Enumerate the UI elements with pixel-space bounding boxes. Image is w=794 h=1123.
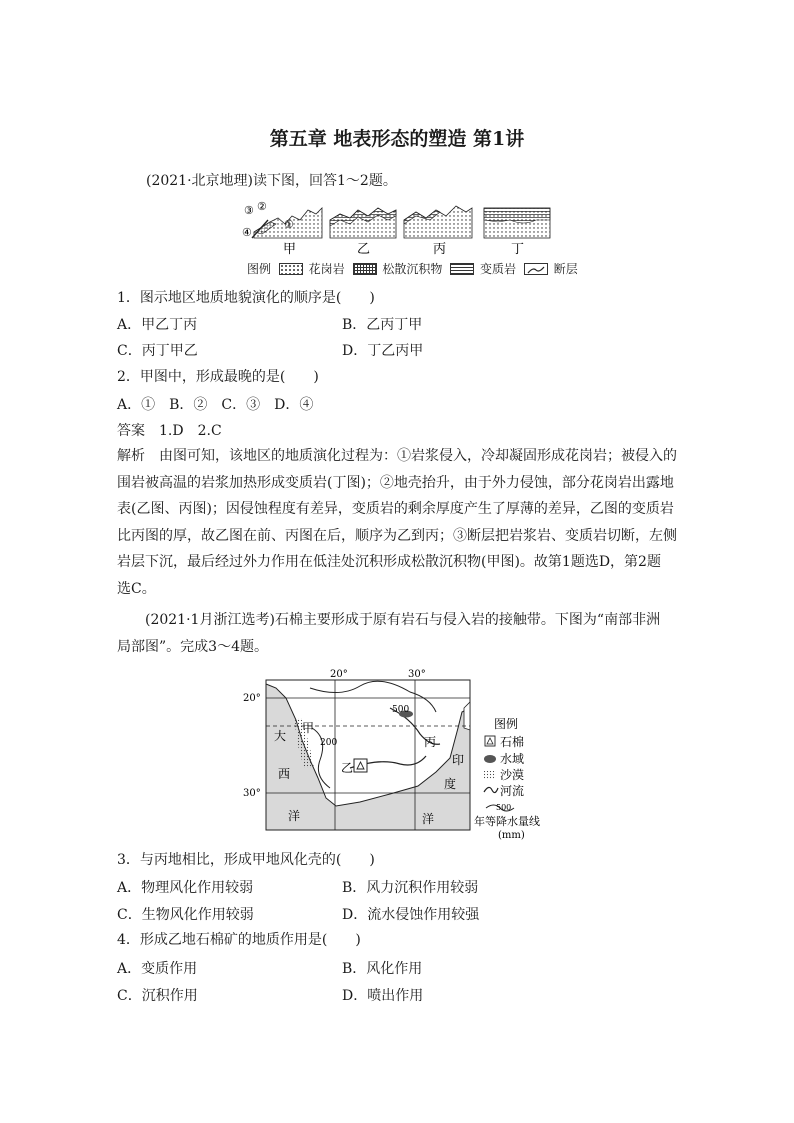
q1-option-c: C．丙丁甲乙 xyxy=(117,343,198,359)
q1-stem: 1．图示地区地质地貌演化的顺序是( ) xyxy=(117,290,375,306)
map-legend-isohyet: 年等降水量线 xyxy=(474,815,540,828)
lat-label-30: 30° xyxy=(243,788,261,799)
q1-option-b: B．乙丙丁甲 xyxy=(342,317,423,333)
fig-marker-4: ④ xyxy=(242,226,252,239)
fig-legend xyxy=(247,260,578,277)
q1-option-a: A．甲乙丁丙 xyxy=(117,317,198,333)
section-ding xyxy=(484,208,550,238)
analysis-line: 岩层下沉，最后经过外力作用在低洼处沉积形成松散沉积物(甲图)。故第1题选D，第2题 xyxy=(117,554,661,570)
legend-metamorphic: 变质岩 xyxy=(480,262,517,276)
q12-intro: (2021·北京地理)读下图，回答1～2题。 xyxy=(146,173,397,189)
analysis-line: 选C。 xyxy=(117,580,156,597)
southern-africa-map xyxy=(240,668,570,840)
fig-marker-2: ② xyxy=(257,200,267,213)
page-title: 第五章 地表形态的塑造 第1讲 xyxy=(269,128,525,150)
legend-prefix: 图例 xyxy=(247,262,272,276)
q2-stem: 2．甲图中，形成最晚的是( ) xyxy=(117,369,319,385)
asbestos-marker-icon xyxy=(354,759,367,772)
sediment-swatch-icon xyxy=(353,263,377,275)
q3-option-a: A．物理风化作用较弱 xyxy=(117,880,254,896)
analysis-line: 解析 由图可知，该地区的地质演化过程为：①岩浆侵入，冷却凝固形成花岗岩；被侵入的 xyxy=(117,448,677,464)
section-jia xyxy=(242,200,322,239)
map-legend-asbestos: 石棉 xyxy=(500,735,525,749)
q4-option-c: C．沉积作用 xyxy=(117,988,198,1004)
analysis-paragraph xyxy=(117,443,682,602)
q2-options: A．① B．② C．③ D．④ xyxy=(117,397,314,413)
legend-granite: 花岗岩 xyxy=(308,262,345,276)
lon-label-30: 30° xyxy=(408,669,426,680)
legend-sediment: 松散沉积物 xyxy=(382,262,443,276)
q3-option-d: D．流水侵蚀作用较强 xyxy=(342,907,480,923)
isohyet-label-500: 500 xyxy=(392,705,410,715)
granite-swatch-icon xyxy=(279,263,303,275)
q4-option-b: B．风化作用 xyxy=(342,961,423,977)
section-yi xyxy=(330,208,396,238)
map-legend xyxy=(474,716,540,840)
fault-swatch-icon xyxy=(524,263,548,275)
fig-label-jia: 甲 xyxy=(283,242,297,256)
map-legend-water: 水域 xyxy=(500,752,525,766)
fig-label-ding: 丁 xyxy=(511,242,525,256)
lon-label-20: 20° xyxy=(330,669,348,680)
q4-stem: 4．形成乙地石棉矿的地质作用是( ) xyxy=(117,932,361,948)
q1-option-d: D．丁乙丙甲 xyxy=(342,343,424,359)
q34-intro xyxy=(117,607,682,660)
q3-option-c: C．生物风化作用较弱 xyxy=(117,907,254,923)
geology-cross-section-figure xyxy=(240,198,560,256)
place-label-yi: 乙 xyxy=(341,761,354,775)
answer-line: 答案 1.D 2.C xyxy=(117,423,222,439)
place-label: 洋 xyxy=(288,809,301,823)
place-label-jia: 甲 xyxy=(302,721,315,735)
metamorphic-swatch-icon xyxy=(450,263,474,275)
place-label: 度 xyxy=(444,777,457,791)
analysis-line: 表(乙图、丙图)；因侵蚀程度有差异，变质岩的剩余厚度产生了厚薄的差异，乙图的变质岩 xyxy=(117,501,674,517)
lat-label-20: 20° xyxy=(243,693,261,704)
analysis-line: 比丙图的厚，故乙图在前、丙图在后，顺序为乙到丙；③断层把岩浆岩、变质岩切断，左侧 xyxy=(117,527,677,544)
river-legend-icon xyxy=(484,787,498,792)
fig-marker-1: ① xyxy=(284,218,294,231)
fig-label-bing: 丙 xyxy=(433,242,447,256)
desert-legend-icon xyxy=(484,771,496,779)
map-legend-desert: 沙漠 xyxy=(500,768,525,782)
map-legend-river: 河流 xyxy=(500,784,525,798)
place-label: 西 xyxy=(278,767,291,781)
q34-intro-line: 局部图”。完成3～4题。 xyxy=(117,638,268,655)
place-label: 印 xyxy=(452,753,465,767)
q4-option-d: D．喷出作用 xyxy=(342,988,424,1004)
q3-option-b: B．风力沉积作用较弱 xyxy=(342,880,479,896)
fig-marker-3: ③ xyxy=(244,204,254,217)
isohyet-label-200: 200 xyxy=(320,738,338,748)
legend-fault: 断层 xyxy=(553,262,578,276)
q34-intro-line: (2021·1月浙江选考)石棉主要形成于原有岩石与侵入岩的接触带。下图为“南部非洲 xyxy=(145,612,661,628)
analysis-line: 围岩被高温的岩浆加热形成变质岩(丁图)；②地壳抬升，由于外力侵蚀，部分花岗岩出露地 xyxy=(117,474,674,491)
map-legend-isohyet-value: 500 xyxy=(496,803,512,812)
place-label-bing: 丙 xyxy=(424,735,437,749)
q4-option-a: A．变质作用 xyxy=(117,961,198,977)
section-bing xyxy=(404,206,472,238)
fig-label-yi: 乙 xyxy=(357,242,371,256)
map-legend-unit: (mm) xyxy=(498,830,525,840)
water-legend-icon xyxy=(484,755,496,763)
map-legend-title: 图例 xyxy=(494,717,519,731)
q3-stem: 3．与丙地相比，形成甲地风化壳的( ) xyxy=(117,852,375,868)
place-label: 洋 xyxy=(422,812,435,826)
place-label: 大 xyxy=(274,729,287,743)
